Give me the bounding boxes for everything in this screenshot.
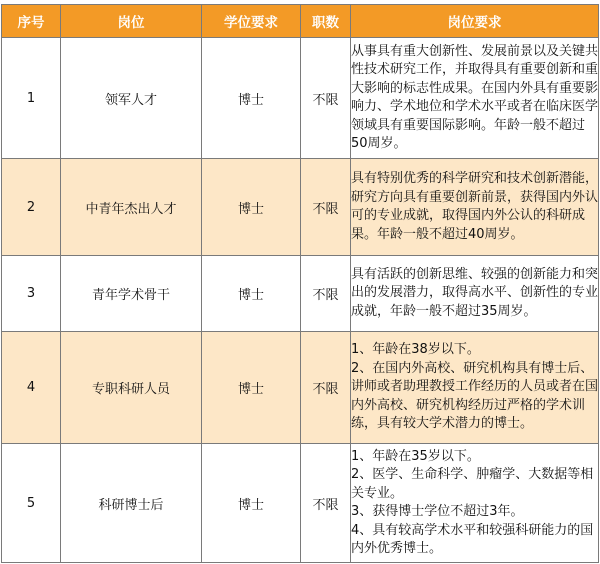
row-title: 不限 <box>301 38 351 159</box>
table-row <box>2 159 599 256</box>
row-no: 1 <box>2 38 61 159</box>
requirement-line: 1、年龄在38岁以下。 <box>351 342 480 358</box>
row-no: 4 <box>2 332 61 444</box>
row-requirements <box>351 332 599 444</box>
row-requirements <box>351 256 599 332</box>
header-title: 职数 <box>301 5 351 38</box>
header-degree: 学位要求 <box>202 5 301 38</box>
header-requirements: 岗位要求 <box>351 5 599 38</box>
row-degree: 博士 <box>202 444 301 563</box>
row-no: 3 <box>2 256 61 332</box>
table-header-row <box>2 5 599 38</box>
row-no: 5 <box>2 444 61 563</box>
table-row <box>2 38 599 159</box>
row-position: 青年学术骨干 <box>61 256 202 332</box>
table-row <box>2 256 599 332</box>
row-position: 中青年杰出人才 <box>61 159 202 256</box>
row-degree: 博士 <box>202 332 301 444</box>
row-requirements <box>351 159 599 256</box>
requirement-line: 4、具有较高学术水平和较强科研能力的国内外优秀博士。 <box>351 522 594 556</box>
row-position: 领军人才 <box>61 38 202 159</box>
requirement-line: 2、医学、生命科学、肿瘤学、大数据等相关专业。 <box>351 467 594 501</box>
requirement-line: 2、在国内外高校、研究机构具有博士后、讲师或者助理教授工作经历的人员或者在国内外高校、研究机构经历过严格的学术训练，具有较大学术潜力的博士。 <box>351 360 599 432</box>
row-title: 不限 <box>301 256 351 332</box>
row-degree: 博士 <box>202 159 301 256</box>
requirement-line: 1、年龄在35岁以下。 <box>351 448 480 464</box>
row-degree: 博士 <box>202 256 301 332</box>
row-title: 不限 <box>301 159 351 256</box>
row-no: 2 <box>2 159 61 256</box>
row-position: 科研博士后 <box>61 444 202 563</box>
requirement-line: 3、获得博士学位不超过3年。 <box>351 504 524 519</box>
row-degree: 博士 <box>202 38 301 159</box>
header-no: 序号 <box>2 5 61 38</box>
requirement-line: 具有特别优秀的科学研究和技术创新潜能，研究方向具有重要创新前景，获得国内外认可的专业成就，取得国内外公认的科研成果。年龄一般不超过40周岁。 <box>351 171 599 242</box>
requirement-line: 具有活跃的创新思维、较强的创新能力和突出的发展潜力，取得高水平、创新性的专业成就，年龄一般不超过35周岁。 <box>351 266 599 319</box>
table-row <box>2 332 599 444</box>
row-title: 不限 <box>301 332 351 444</box>
row-position: 专职科研人员 <box>61 332 202 444</box>
positions-table <box>1 4 599 563</box>
row-title: 不限 <box>301 444 351 563</box>
header-position: 岗位 <box>61 5 202 38</box>
row-requirements <box>351 444 599 563</box>
requirement-line: 从事具有重大创新性、发展前景以及关键共性技术研究工作，并取得具有重要创新和重大影响的标志性成果。在国内外具有重要影响力、学术地位和学术水平或者在临床医学领域具有重要国际影响。年龄一般不超过50周岁。 <box>351 43 599 151</box>
row-requirements <box>351 38 599 159</box>
table-row <box>2 444 599 563</box>
